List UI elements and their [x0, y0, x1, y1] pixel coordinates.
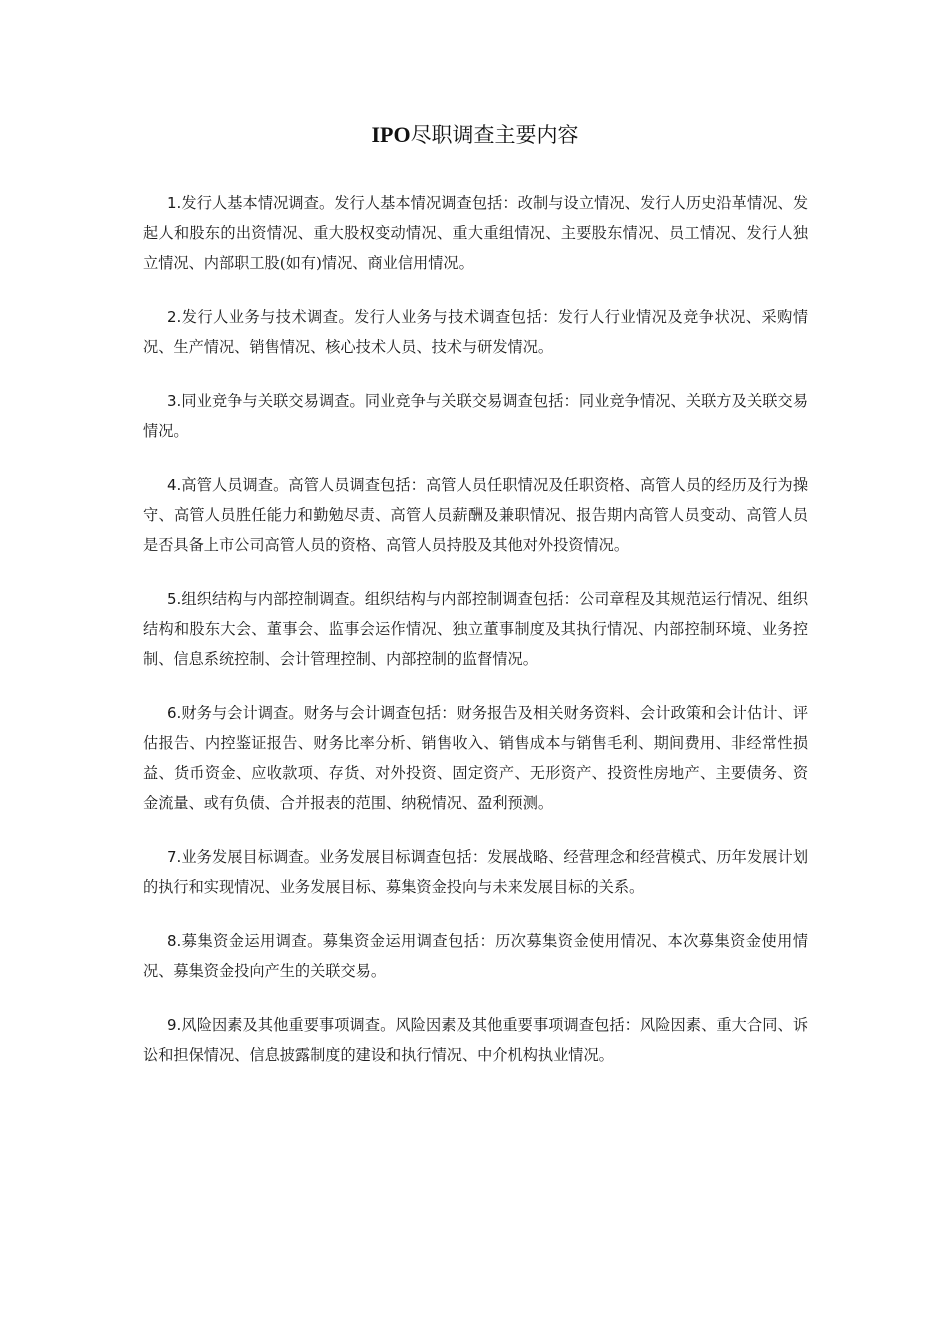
document-title-latin: IPO	[371, 122, 411, 147]
section-list	[143, 188, 808, 1094]
section-number: 7.	[167, 848, 182, 866]
section-9	[143, 1010, 808, 1070]
section-text: 组织结构与内部控制调查。组织结构与内部控制调查包括：公司章程及其规范运行情况、组织结构和股东大会、董事会、监事会运作情况、独立董事制度及其执行情况、内部控制环境、业务控制、信息系统控制、会计管理控制、内部控制的监督情况。	[143, 590, 808, 668]
section-text: 高管人员调查。高管人员调查包括：高管人员任职情况及任职资格、高管人员的经历及行为操守、高管人员胜任能力和勤勉尽责、高管人员薪酬及兼职情况、报告期内高管人员变动、高管人员是否具备上市公司高管人员的资格、高管人员持股及其他对外投资情况。	[143, 476, 808, 554]
section-6	[143, 698, 808, 818]
document-title	[0, 118, 950, 152]
section-text: 同业竞争与关联交易调查。同业竞争与关联交易调查包括：同业竞争情况、关联方及关联交易情况。	[143, 392, 808, 440]
document-title-text: 尽职调查主要内容	[410, 123, 579, 147]
section-text: 募集资金运用调查。募集资金运用调查包括：历次募集资金使用情况、本次募集资金使用情况、募集资金投向产生的关联交易。	[143, 932, 808, 980]
section-text: 发行人业务与技术调查。发行人业务与技术调查包括：发行人行业情况及竞争状况、采购情况、生产情况、销售情况、核心技术人员、技术与研发情况。	[143, 308, 808, 356]
section-3	[143, 386, 808, 446]
section-number: 9.	[167, 1016, 182, 1034]
section-number: 6.	[167, 704, 182, 722]
section-5	[143, 584, 808, 674]
section-7	[143, 842, 808, 902]
section-text: 财务与会计调查。财务与会计调查包括：财务报告及相关财务资料、会计政策和会计估计、评估报告、内控鉴证报告、财务比率分析、销售收入、销售成本与销售毛利、期间费用、非经常性损益、货币资金、应收款项、存货、对外投资、固定资产、无形资产、投资性房地产、主要债务、资金流量、或有负债、合并报表的范围、纳税情况、盈利预测。	[143, 704, 808, 812]
section-8	[143, 926, 808, 986]
section-4	[143, 470, 808, 560]
section-number: 2.	[167, 308, 182, 326]
section-number: 8.	[167, 932, 182, 950]
section-2	[143, 302, 808, 362]
section-1	[143, 188, 808, 278]
section-text: 业务发展目标调查。业务发展目标调查包括：发展战略、经营理念和经营模式、历年发展计划的执行和实现情况、业务发展目标、募集资金投向与未来发展目标的关系。	[143, 848, 808, 896]
section-number: 4.	[167, 476, 182, 494]
section-number: 3.	[167, 392, 182, 410]
section-number: 5.	[167, 590, 182, 608]
section-number: 1.	[167, 194, 182, 212]
section-text: 风险因素及其他重要事项调查。风险因素及其他重要事项调查包括：风险因素、重大合同、诉讼和担保情况、信息披露制度的建设和执行情况、中介机构执业情况。	[143, 1016, 808, 1064]
section-text: 发行人基本情况调查。发行人基本情况调查包括：改制与设立情况、发行人历史沿革情况、发起人和股东的出资情况、重大股权变动情况、重大重组情况、主要股东情况、员工情况、发行人独立情况、内部职工股(如有)情况、商业信用情况。	[143, 194, 808, 272]
